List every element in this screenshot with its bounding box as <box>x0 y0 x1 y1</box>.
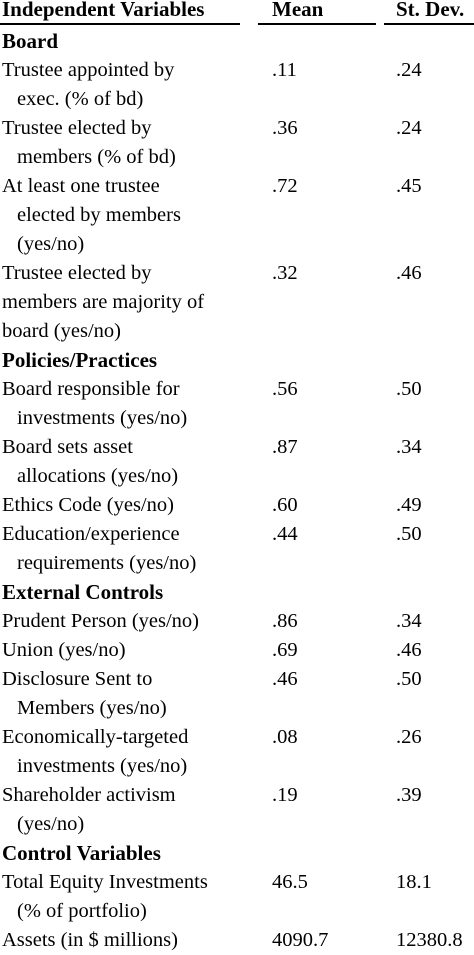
section-title: Control Variables <box>2 841 161 865</box>
row-label <box>2 259 264 346</box>
mean-value: .56 <box>272 378 298 400</box>
row-label <box>2 636 264 665</box>
header-st-dev: St. Dev. <box>396 0 465 21</box>
row-label-line: elected by members <box>17 204 181 226</box>
mean-value: .72 <box>272 175 298 197</box>
row-label-line: Education/experience <box>2 523 180 545</box>
row-label <box>2 926 264 955</box>
st-dev-value: .50 <box>396 668 422 690</box>
st-dev-value: .49 <box>396 494 422 516</box>
st-dev-value: .34 <box>396 610 422 632</box>
row-label-line: (% of portfolio) <box>17 900 147 922</box>
row-label-line: Board responsible for <box>2 378 180 400</box>
header-independent-variables: Independent Variables <box>2 0 205 21</box>
row-label-line: members are majority of <box>2 291 205 313</box>
st-dev-value: .34 <box>396 436 422 458</box>
mean-value: .36 <box>272 117 298 139</box>
header-underline-2 <box>258 23 376 25</box>
row-label-line: Economically-targeted <box>2 726 189 748</box>
row-label <box>2 520 264 578</box>
table-header <box>0 0 474 26</box>
mean-value: 4090.7 <box>272 929 329 951</box>
mean-value: .86 <box>272 610 298 632</box>
st-dev-value: .50 <box>396 523 422 545</box>
row-label <box>2 491 264 520</box>
row-label <box>2 868 264 926</box>
row-label-line: Board sets asset <box>2 436 133 458</box>
header-underline-3 <box>384 23 474 25</box>
row-label-line: (yes/no) <box>17 233 85 255</box>
st-dev-value: .26 <box>396 726 422 748</box>
row-label-line: Ethics Code (yes/no) <box>2 494 174 516</box>
row-label <box>2 723 264 781</box>
mean-value: .44 <box>272 523 298 545</box>
mean-value: .11 <box>272 59 297 81</box>
st-dev-value: .50 <box>396 378 422 400</box>
st-dev-value: 18.1 <box>396 871 432 893</box>
mean-value: 46.5 <box>272 871 308 893</box>
row-label-line: investments (yes/no) <box>17 755 188 777</box>
row-label-line: exec. (% of bd) <box>17 88 144 110</box>
row-label-line: Members (yes/no) <box>17 697 167 719</box>
section-title: External Controls <box>2 580 164 604</box>
row-label-line: Trustee elected by <box>2 117 152 139</box>
row-label-line: Total Equity Investments <box>2 871 208 893</box>
mean-value: .46 <box>272 668 298 690</box>
st-dev-value: .39 <box>396 784 422 806</box>
st-dev-value: .24 <box>396 117 422 139</box>
row-label <box>2 781 264 839</box>
row-label-line: (yes/no) <box>17 813 85 835</box>
st-dev-value: .24 <box>396 59 422 81</box>
st-dev-value: .46 <box>396 639 422 661</box>
row-label-line: investments (yes/no) <box>17 407 188 429</box>
section-title: Board <box>2 29 59 53</box>
row-label-line: Disclosure Sent to <box>2 668 153 690</box>
row-label <box>2 56 264 114</box>
row-label-line: allocations (yes/no) <box>17 465 179 487</box>
mean-value: .69 <box>272 639 298 661</box>
row-label-line: Prudent Person (yes/no) <box>2 610 200 632</box>
row-label <box>2 375 264 433</box>
header-underline-1 <box>0 23 240 25</box>
mean-value: .87 <box>272 436 298 458</box>
st-dev-value: .45 <box>396 175 422 197</box>
row-label-line: Assets (in $ millions) <box>2 929 178 951</box>
row-label-line: At least one trustee <box>2 175 160 197</box>
mean-value: .32 <box>272 262 298 284</box>
section-title: Policies/Practices <box>2 348 158 372</box>
row-label <box>2 114 264 172</box>
row-label <box>2 433 264 491</box>
row-label <box>2 665 264 723</box>
row-label-line: board (yes/no) <box>2 320 121 342</box>
row-label-line: requirements (yes/no) <box>17 552 197 574</box>
row-label <box>2 172 264 259</box>
row-label-line: Trustee appointed by <box>2 59 175 81</box>
row-label-line: Union (yes/no) <box>2 639 126 661</box>
mean-value: .60 <box>272 494 298 516</box>
mean-value: .08 <box>272 726 298 748</box>
st-dev-value: 12380.8 <box>396 929 463 951</box>
row-label <box>2 607 264 636</box>
header-mean: Mean <box>272 0 324 21</box>
st-dev-value: .46 <box>396 262 422 284</box>
row-label-line: members (% of bd) <box>17 146 176 168</box>
mean-value: .19 <box>272 784 298 806</box>
row-label-line: Shareholder activism <box>2 784 176 806</box>
row-label-line: Trustee elected by <box>2 262 152 284</box>
